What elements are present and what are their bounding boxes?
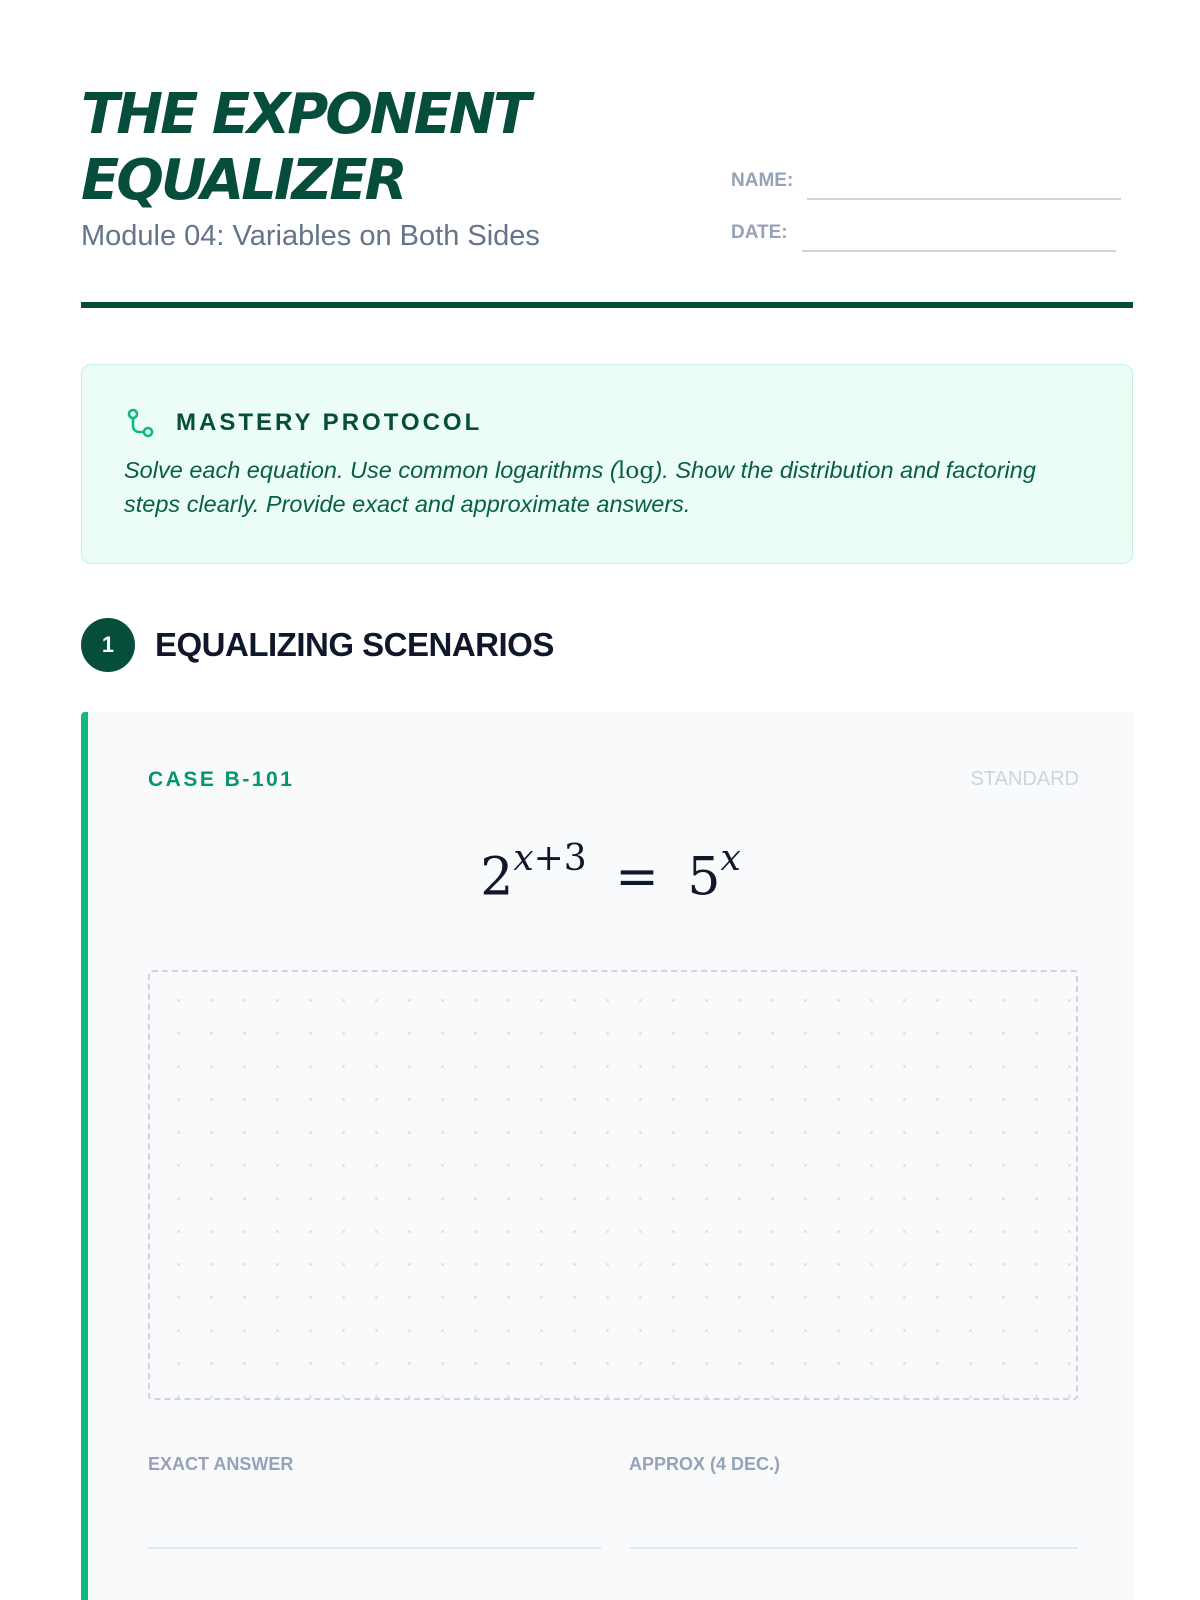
exact-answer-label: EXACT ANSWER — [148, 1454, 294, 1474]
approx-answer-label: APPROX (4 DEC.) — [629, 1454, 781, 1474]
difficulty-badge: STANDARD — [970, 768, 1079, 790]
title-line-1: THE EXPONENT — [81, 82, 529, 147]
name-field — [731, 160, 1121, 200]
route-icon — [124, 407, 156, 439]
title-line-2: EQUALIZER — [81, 148, 405, 213]
equation — [88, 838, 1133, 908]
date-field — [731, 212, 1116, 252]
protocol-title: MASTERY PROTOCOL — [176, 409, 483, 436]
section-title: EQUALIZING SCENARIOS — [155, 626, 554, 663]
right-exponent-var: x — [720, 838, 741, 879]
worksheet-header — [81, 82, 1133, 312]
instructions-part-2: ). Show the distribution and factoring steps clearly. Provide exact and approximate answers. — [124, 457, 1036, 517]
name-input-line[interactable] — [807, 160, 1121, 200]
worksheet-title — [81, 82, 701, 214]
header-divider — [81, 302, 1133, 308]
work-area[interactable] — [148, 970, 1078, 1400]
date-label: DATE: — [731, 222, 788, 243]
right-exponent — [720, 838, 740, 879]
instructions-part-1: Solve each equation. Use common logarithms ( — [124, 457, 618, 483]
log-word: log — [617, 456, 655, 484]
protocol-instructions — [124, 453, 1084, 521]
module-subtitle: Module 04: Variables on Both Sides — [81, 220, 540, 252]
left-exponent — [513, 838, 586, 879]
case-id: CASE B-101 — [148, 768, 295, 791]
equals-sign: = — [615, 847, 659, 908]
left-exponent-rest: +3 — [533, 838, 587, 879]
name-label: NAME: — [731, 170, 794, 191]
section-number-badge: 1 — [81, 618, 135, 672]
right-base: 5 — [687, 847, 721, 908]
approx-answer-line[interactable] — [629, 1547, 1078, 1549]
problem-card — [81, 712, 1133, 1600]
date-input-line[interactable] — [802, 212, 1116, 252]
exact-answer-line[interactable] — [148, 1547, 601, 1549]
section-heading — [81, 618, 554, 672]
mastery-protocol-box — [81, 364, 1133, 564]
left-exponent-var: x — [513, 838, 534, 879]
left-base: 2 — [480, 847, 514, 908]
protocol-heading — [124, 407, 482, 439]
